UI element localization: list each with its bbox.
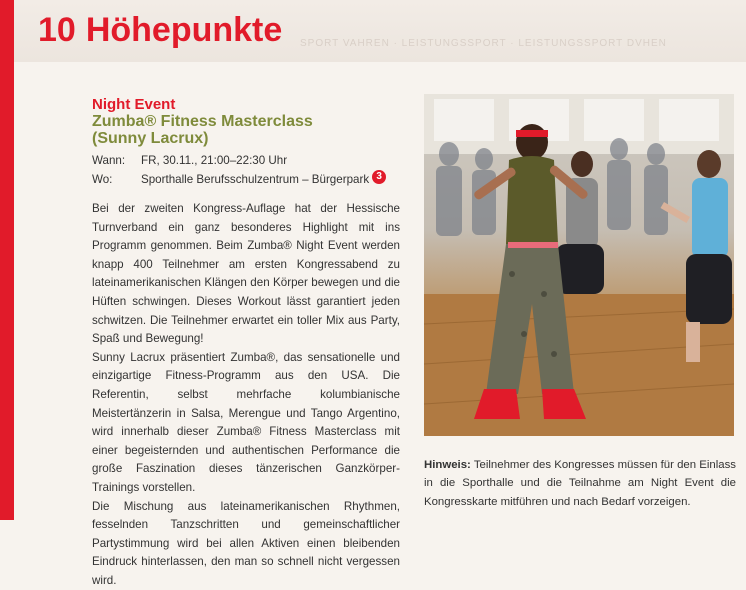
article-body <box>92 200 400 590</box>
zumba-photo <box>424 94 734 436</box>
hint-note <box>424 456 736 511</box>
info-row-where <box>92 170 392 189</box>
event-title-line1: Zumba® Fitness Masterclass <box>92 113 392 130</box>
when-value: FR, 30.11., 21:00–22:30 Uhr <box>141 151 287 170</box>
event-title-line2: (Sunny Lacrux) <box>92 130 392 147</box>
where-value: Sporthalle Berufsschulzentrum – Bürgerpark <box>141 170 369 189</box>
event-info <box>92 151 392 189</box>
page-number: 10 <box>38 11 76 49</box>
info-row-when <box>92 151 392 170</box>
header-faint-strip: SPORT VAHREN · LEISTUNGSSPORT · LEISTUNGSSPORT DVHEN <box>300 38 740 50</box>
location-badge: 3 <box>372 170 386 184</box>
page-title-text: Höhepunkte <box>86 11 282 49</box>
paragraph-1: Bei der zweiten Kongress-Auflage hat der Hessische Turnverband ein ganz besonderes Highlight mit ins Programm genommen. Beim Zumba® Night Event werden knapp 400 Teilnehmer am ersten Kongressabend zu lateinamerikanischen Klängen den Körper bewegen und die Hüften schwingen. Dieses Workout lässt garantiert jeden schwitzen. Die Teilnehmer erwartet ein toller Mix aus Party, Spaß und Bewegung! <box>92 200 400 349</box>
paragraph-3: Die Mischung aus lateinamerikanischen Rhythmen, fesselnden Tanzschritten und gemeinschaftlicher Partystimmung wird bei allen Aktiven einen bleibenden Eindruck hinterlassen, den man so schnell nicht vergessen wird. <box>92 498 400 590</box>
event-label: Night Event <box>92 96 392 113</box>
left-accent-bar <box>0 0 14 520</box>
hint-text: Teilnehmer des Kongresses müssen für den Einlass in die Sporthalle und die Teilnahme am Night Event die Kongresskarte mitführen und nach Bedarf vorzeigen. <box>424 459 736 508</box>
where-key: Wo: <box>92 170 141 189</box>
when-key: Wann: <box>92 151 141 170</box>
zumba-photo-illustration <box>424 94 734 436</box>
page-title <box>38 8 282 52</box>
paragraph-2: Sunny Lacrux präsentiert Zumba®, das sensationelle und einzigartige Fitness-Programm aus den USA. Die Referentin, selbst mehrfache kolumbianische Meistertänzerin in Salsa, Merengue und Tango Argentino, wird innerhalb dieser Zumba® Fitness Masterclass mit einer begeisternden und authentischen Performance die große Faszination dieses tänzerischen Ganzkörper-Trainings vorstellen. <box>92 349 400 498</box>
hint-label: Hinweis: <box>424 459 471 471</box>
event-block <box>92 96 392 189</box>
